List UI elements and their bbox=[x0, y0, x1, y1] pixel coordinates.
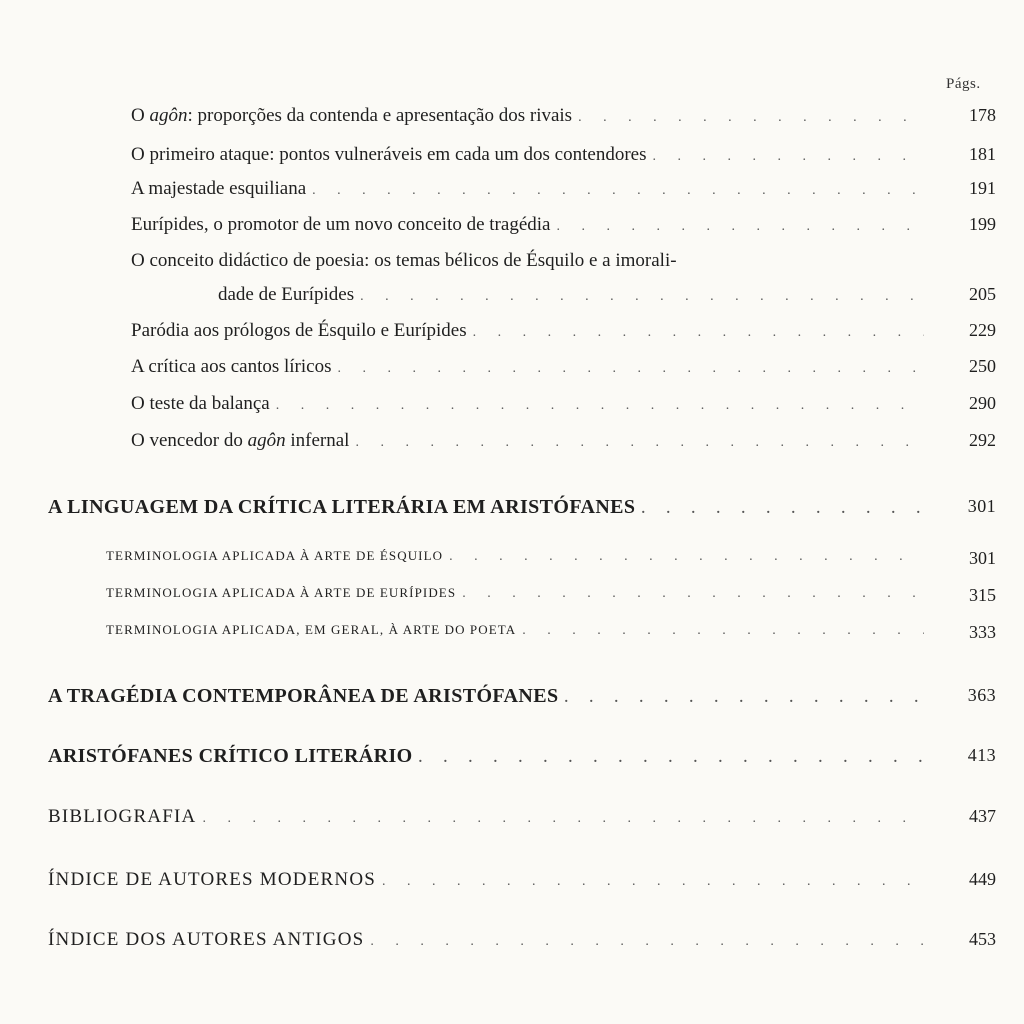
toc-section-title: BIBLIOGRAFIA bbox=[48, 806, 197, 827]
toc-subsection-title: TERMINOLOGIA APLICADA À ARTE DE EURÍPIDES bbox=[106, 585, 457, 600]
toc-section-title: ÍNDICE DE AUTORES MODERNOS bbox=[48, 869, 377, 890]
toc-entry-italic: agôn bbox=[247, 430, 286, 451]
toc-entry-page: 205 bbox=[969, 284, 996, 304]
toc-entry-page: 191 bbox=[969, 178, 996, 198]
dot-leader bbox=[355, 435, 924, 451]
toc-section-title: ÍNDICE DOS AUTORES ANTIGOS bbox=[48, 929, 365, 950]
toc-entry-title-cont: dade de Eurípides bbox=[218, 284, 355, 305]
toc-entry-title: Eurípides, o promotor de um novo conceito de tragédia bbox=[131, 214, 551, 235]
dot-leader bbox=[556, 219, 924, 235]
dot-leader bbox=[338, 361, 925, 377]
toc-entry bbox=[0, 178, 1024, 200]
toc-section-title: A LINGUAGEM DA CRÍTICA LITERÁRIA EM ARISTÓFANES bbox=[48, 496, 636, 518]
toc-entry-page: 229 bbox=[969, 320, 996, 340]
toc-entry-title: O primeiro ataque: pontos vulneráveis em cada um dos contendores bbox=[131, 144, 647, 165]
toc-entry-line2 bbox=[0, 284, 1024, 306]
toc-section bbox=[0, 745, 1024, 768]
toc-section-title: A TRAGÉDIA CONTEMPORÂNEA DE ARISTÓFANES bbox=[48, 685, 559, 707]
toc-subsection bbox=[0, 548, 1024, 568]
toc-subsection bbox=[0, 585, 1024, 605]
toc-section-title: ARISTÓFANES CRÍTICO LITERÁRIO bbox=[48, 745, 413, 767]
toc-section-page: 301 bbox=[967, 496, 996, 516]
toc-entry-title: O vencedor do agôn infernal bbox=[131, 430, 350, 451]
dot-leader bbox=[565, 691, 924, 707]
toc-section-page: 449 bbox=[969, 869, 996, 889]
toc-entry-title: A majestade esquiliana bbox=[131, 178, 307, 199]
dot-leader bbox=[473, 325, 924, 341]
toc-section bbox=[0, 685, 1024, 708]
toc-subsection-title: TERMINOLOGIA APLICADA À ARTE DE ÉSQUILO bbox=[106, 548, 444, 563]
dot-leader bbox=[312, 183, 924, 199]
toc-subsection bbox=[0, 622, 1024, 642]
toc-entry-title: A crítica aos cantos líricos bbox=[131, 356, 332, 377]
dot-leader bbox=[462, 586, 924, 602]
toc-entry-title: O teste da balança bbox=[131, 393, 270, 414]
toc-subsection-page: 315 bbox=[969, 585, 996, 605]
toc-entry-title: Paródia aos prólogos de Ésquilo e Eurípides bbox=[131, 320, 467, 341]
toc-entry bbox=[0, 214, 1024, 236]
toc-entry-page: 290 bbox=[969, 393, 996, 413]
dot-leader bbox=[578, 110, 924, 126]
dot-leader bbox=[522, 623, 924, 639]
toc-entry bbox=[0, 320, 1024, 342]
toc-subsection-page: 301 bbox=[969, 548, 996, 568]
dot-leader bbox=[382, 874, 924, 890]
toc-entry bbox=[0, 393, 1024, 415]
toc-entry-title: O conceito didáctico de poesia: os temas bélicos de Ésquilo e a imorali- bbox=[131, 250, 677, 271]
dot-leader bbox=[641, 502, 924, 518]
toc-entry-line1 bbox=[0, 250, 1024, 272]
toc-section-page: 413 bbox=[967, 745, 996, 765]
dot-leader bbox=[202, 811, 924, 827]
toc-entry-page: 250 bbox=[969, 356, 996, 376]
dot-leader bbox=[276, 398, 924, 414]
toc-entry-page: 178 bbox=[969, 105, 996, 125]
toc-section bbox=[0, 929, 1024, 951]
toc-entry bbox=[0, 105, 1024, 127]
toc-section-page: 437 bbox=[969, 806, 996, 826]
pages-column-header: Págs. bbox=[946, 76, 981, 92]
dot-leader bbox=[370, 934, 924, 950]
dot-leader bbox=[360, 289, 924, 305]
toc-entry-italic: agôn bbox=[149, 105, 188, 126]
toc-entry bbox=[0, 144, 1024, 166]
toc-section bbox=[0, 869, 1024, 891]
toc-section bbox=[0, 806, 1024, 828]
toc-entry-page: 292 bbox=[969, 430, 996, 450]
dot-leader bbox=[449, 549, 924, 565]
toc-section bbox=[0, 496, 1024, 519]
toc-entry bbox=[0, 430, 1024, 452]
dot-leader bbox=[653, 149, 925, 165]
toc-entry-page: 199 bbox=[969, 214, 996, 234]
toc-entry-title: O agôn: proporções da contenda e apresentação dos rivais bbox=[131, 105, 573, 126]
dot-leader bbox=[419, 751, 924, 767]
toc-section-page: 453 bbox=[969, 929, 996, 949]
toc-subsection-title: TERMINOLOGIA APLICADA, EM GERAL, À ARTE DO POETA bbox=[106, 622, 517, 637]
toc-subsection-page: 333 bbox=[969, 622, 996, 642]
toc-entry-page: 181 bbox=[969, 144, 996, 164]
toc-entry bbox=[0, 356, 1024, 378]
toc-section-page: 363 bbox=[967, 685, 996, 705]
